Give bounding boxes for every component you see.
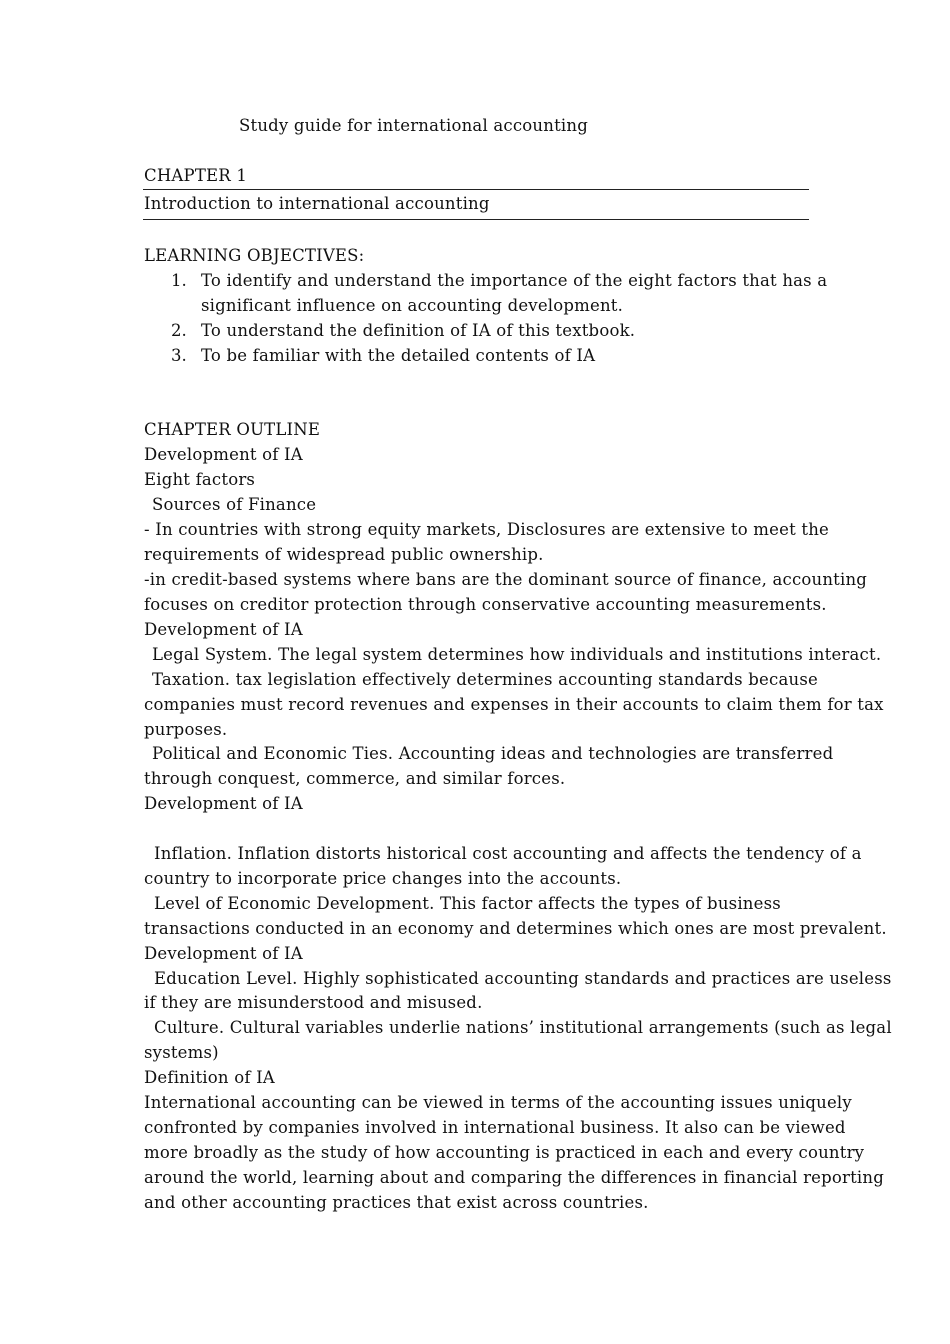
outline-line: requirements of widespread public ownership. [144, 545, 544, 564]
chapter-title: Introduction to international accounting [144, 194, 490, 213]
outline-heading-item: Development of IA [144, 445, 303, 464]
table-rule-top [143, 189, 809, 190]
objective-text: To identify and understand the importance of the eight factors that has a [201, 271, 828, 290]
outline-line: -in credit-based systems where bans are the dominant source of finance, accounting [144, 570, 868, 589]
outline-heading-item: Development of IA [144, 944, 303, 963]
outline-line: more broadly as the study of how accounting is practiced in each and every country [144, 1143, 865, 1162]
objective-text: To understand the definition of IA of this textbook. [201, 321, 636, 340]
outline-line: companies must record revenues and expenses in their accounts to claim them for tax [144, 695, 884, 714]
outline-line: Political and Economic Ties. Accounting ideas and technologies are transferred [152, 744, 834, 763]
document-title: Study guide for international accounting [239, 116, 588, 135]
outline-line: country to incorporate price changes into the accounts. [144, 869, 622, 888]
outline-line: if they are misunderstood and misused. [144, 993, 483, 1012]
objective-number: 3. [171, 346, 187, 365]
outline-line: Taxation. tax legislation effectively determines accounting standards because [152, 670, 818, 689]
outline-heading-item: Development of IA [144, 620, 303, 639]
outline-line: systems) [144, 1043, 219, 1062]
outline-heading-item: Eight factors [144, 470, 256, 489]
outline-line: Sources of Finance [152, 495, 317, 514]
outline-line: around the world, learning about and comparing the differences in financial reporting [144, 1168, 885, 1187]
chapter-label: CHAPTER 1 [144, 166, 248, 185]
outline-line: Culture. Cultural variables underlie nations’ institutional arrangements (such as legal [154, 1018, 892, 1037]
outline-line: transactions conducted in an economy and determines which ones are most prevalent. [144, 919, 887, 938]
outline-line: Level of Economic Development. This factor affects the types of business [154, 894, 781, 913]
outline-line: focuses on creditor protection through conservative accounting measurements. [144, 595, 827, 614]
outline-line: through conquest, commerce, and similar forces. [144, 769, 566, 788]
outline-heading-item: Development of IA [144, 794, 303, 813]
objectives-heading: LEARNING OBJECTIVES: [144, 246, 365, 265]
outline-line: Education Level. Highly sophisticated accounting standards and practices are useless [154, 969, 892, 988]
outline-line: and other accounting practices that exist across countries. [144, 1193, 649, 1212]
objective-number: 2. [171, 321, 187, 340]
outline-heading: CHAPTER OUTLINE [144, 420, 321, 439]
outline-line: Legal System. The legal system determines how individuals and institutions interact. [152, 645, 882, 664]
outline-line: Inflation. Inflation distorts historical cost accounting and affects the tendency of a [154, 844, 862, 863]
outline-line: International accounting can be viewed in terms of the accounting issues uniquely [144, 1093, 852, 1112]
outline-line: purposes. [144, 720, 228, 739]
outline-heading-item: Definition of IA [144, 1068, 275, 1087]
outline-line: - In countries with strong equity markets, Disclosures are extensive to meet the [144, 520, 829, 539]
table-rule-bottom [143, 219, 809, 220]
objective-text: significant influence on accounting development. [201, 296, 624, 315]
objective-number: 1. [171, 271, 187, 290]
outline-line: confronted by companies involved in international business. It also can be viewed [144, 1118, 846, 1137]
objective-text: To be familiar with the detailed contents of IA [201, 346, 596, 365]
